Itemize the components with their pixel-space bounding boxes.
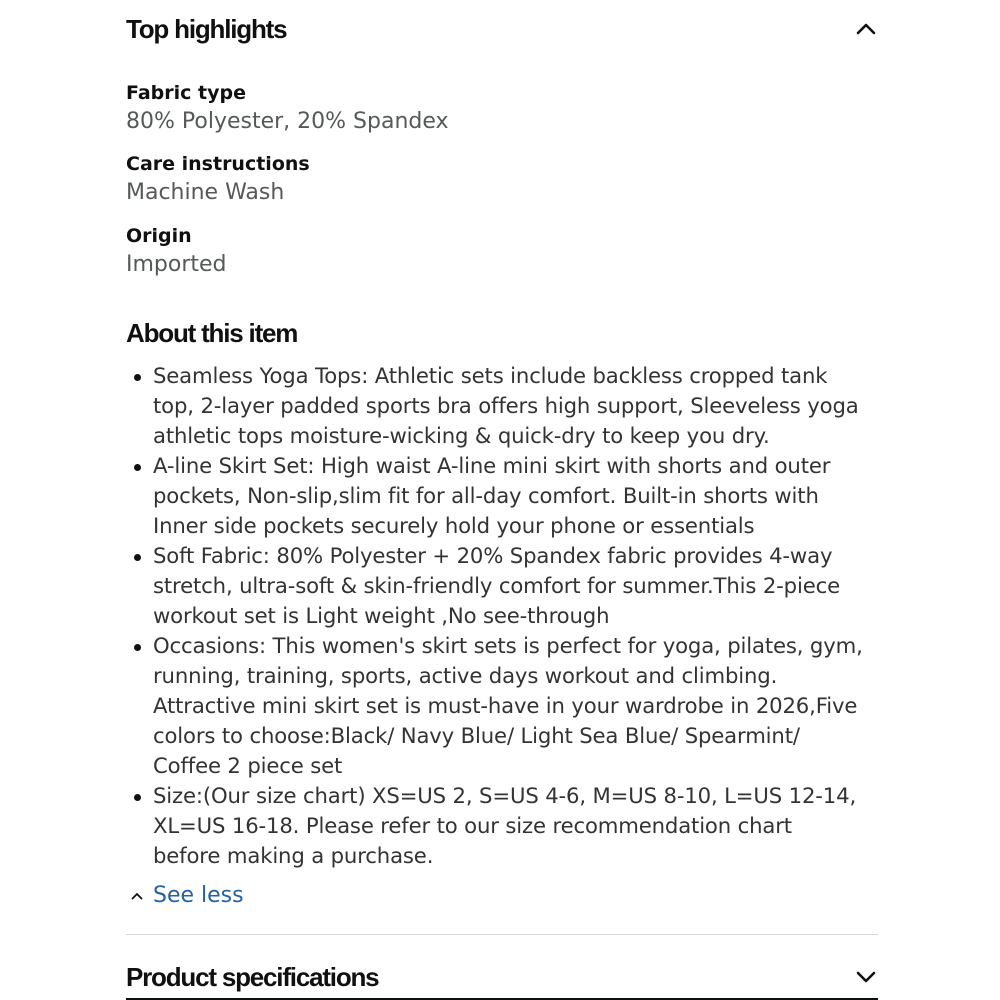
bullet-line: XL=US 16-18. Please refer to our size recommendation chart xyxy=(153,813,792,838)
bullet-dot xyxy=(134,644,141,651)
bullet-line: pockets, Non-slip,slim fit for all-day comfort. Built-in shorts with xyxy=(153,483,819,508)
about-bullet-list xyxy=(126,361,886,871)
attribute-label: Care instructions xyxy=(126,153,310,175)
bullet-line: stretch, ultra-soft & skin-friendly comfort for summer.This 2-piece xyxy=(153,573,840,598)
product-detail-page xyxy=(126,0,878,1000)
bullet-line: Inner side pockets securely hold your phone or essentials xyxy=(153,513,755,538)
bullet-dot xyxy=(134,464,141,471)
attribute-label: Fabric type xyxy=(126,82,247,104)
about-bullet-item xyxy=(126,541,886,631)
see-less-link[interactable] xyxy=(130,883,244,908)
bullet-dot xyxy=(134,554,141,561)
bullet-line: Soft Fabric: 80% Polyester + 20% Spandex fabric provides 4-way xyxy=(153,543,833,568)
bullet-line: top, 2-layer padded sports bra offers high support, Sleeveless yoga xyxy=(153,393,859,418)
bullet-line: A-line Skirt Set: High waist A-line mini skirt with shorts and outer xyxy=(153,453,831,478)
about-bullet-item xyxy=(126,361,886,451)
product-specifications-header[interactable] xyxy=(126,958,878,996)
attribute-fabric-type xyxy=(126,81,449,137)
top-highlights-header[interactable] xyxy=(126,10,878,48)
bullet-line: Occasions: This women's skirt sets is perfect for yoga, pilates, gym, xyxy=(153,633,863,658)
bullet-line: athletic tops moisture-wicking & quick-dry to keep you dry. xyxy=(153,423,770,448)
about-bullet-item xyxy=(126,631,886,781)
bullet-line: Size:(Our size chart) XS=US 2, S=US 4-6, M=US 8-10, L=US 12-14, xyxy=(153,783,857,808)
bullet-dot xyxy=(134,794,141,801)
section-divider xyxy=(126,934,878,935)
bullet-line: before making a purchase. xyxy=(153,843,434,868)
attribute-value: 80% Polyester, 20% Spandex xyxy=(126,109,449,134)
about-bullet-item xyxy=(126,451,886,541)
bullet-line: Coffee 2 piece set xyxy=(153,753,343,778)
caret-up-icon xyxy=(130,889,144,903)
attribute-care-instructions xyxy=(126,152,310,208)
chevron-up-icon[interactable] xyxy=(854,17,878,41)
bullet-dot xyxy=(134,374,141,381)
bullet-line: running, training, sports, active days workout and climbing. xyxy=(153,663,778,688)
bullet-line: Seamless Yoga Tops: Athletic sets include backless cropped tank xyxy=(153,363,828,388)
attribute-value: Imported xyxy=(126,252,227,277)
about-bullet-item xyxy=(126,781,886,871)
attribute-origin xyxy=(126,224,227,280)
see-less-label: See less xyxy=(153,883,244,908)
product-specifications-title: Product specifications xyxy=(126,961,379,992)
chevron-down-icon[interactable] xyxy=(854,965,878,989)
attribute-value: Machine Wash xyxy=(126,180,285,205)
top-highlights-title: Top highlights xyxy=(126,13,287,44)
attribute-label: Origin xyxy=(126,225,192,247)
bullet-line: Attractive mini skirt set is must-have in your wardrobe in 2026,Five xyxy=(153,693,858,718)
bullet-line: colors to choose:Black/ Navy Blue/ Light Sea Blue/ Spearmint/ xyxy=(153,723,800,748)
bullet-line: workout set is Light weight ,No see-through xyxy=(153,603,610,628)
about-this-item-title: About this item xyxy=(126,318,298,348)
